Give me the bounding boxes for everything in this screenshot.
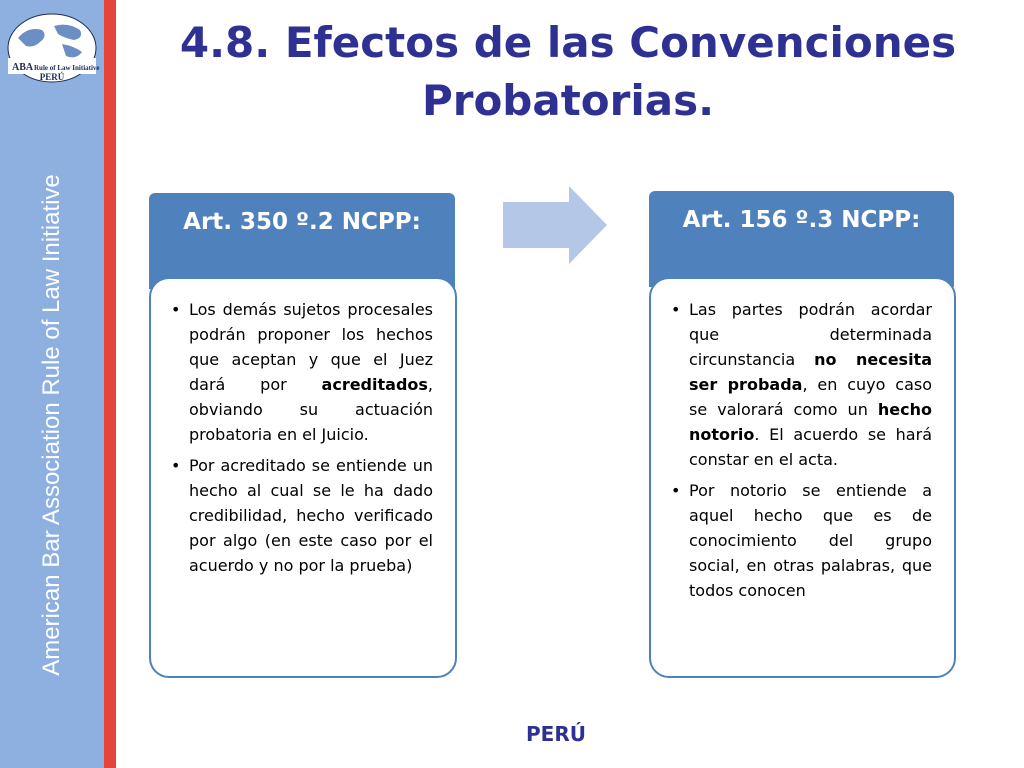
sidebar-vertical-text: American Bar Association Rule of Law Initiative	[38, 174, 65, 676]
bullet-icon: •	[171, 300, 181, 319]
bullet-icon: •	[171, 456, 181, 475]
red-accent-bar	[104, 0, 116, 768]
left-bullet-1: • Los demás sujetos procesales podrán proponer los hechos que aceptan y que el Juez dará por acreditados, obviando su actuación probatoria en el Juicio.	[171, 297, 433, 447]
right-arrow-icon	[503, 186, 607, 264]
right-bullet-2: • Por notorio se entiende a aquel hecho que es de conocimiento del grupo social, en otras palabras, que todos conocen	[671, 478, 932, 603]
bold-term: hecho notorio	[689, 400, 932, 444]
bold-term: acreditados	[321, 375, 428, 394]
slide-title-line2: Probatorias.	[421, 76, 715, 125]
sidebar	[0, 0, 104, 768]
slide-title	[124, 14, 1012, 130]
logo-country-label: PERÚ	[39, 72, 65, 82]
right-box-header	[649, 191, 954, 287]
right-box-heading: Art. 156 º.3 NCPP:	[682, 207, 921, 233]
svg-text:ABA: ABA	[12, 62, 34, 73]
bullet-icon: •	[671, 300, 681, 319]
left-box-body	[149, 277, 457, 678]
bullet-icon: •	[671, 481, 681, 500]
left-article-box	[149, 193, 457, 678]
svg-text:Rule of Law Initiative: Rule of Law Initiative	[34, 64, 100, 72]
slide-title-line1: 4.8. Efectos de las Convenciones	[179, 18, 957, 67]
left-box-heading: Art. 350 º.2 NCPP:	[183, 209, 421, 235]
bold-term: no necesita ser probada	[689, 350, 932, 394]
left-bullet-2: • Por acreditado se entiende un hecho al cual se le ha dado credibilidad, hecho verificado por algo (en este caso por el acuerdo y no por la prueba)	[171, 453, 433, 578]
right-box-body	[649, 277, 956, 678]
footer-country: PERÚ	[526, 722, 586, 746]
left-box-header	[149, 193, 455, 289]
right-article-box	[649, 191, 956, 678]
right-bullet-1: • Las partes podrán acordar que determinada circunstancia no necesita ser probada, en cuyo caso se valorará como un hecho notorio. El acuerdo se hará constar en el acta.	[671, 297, 932, 472]
